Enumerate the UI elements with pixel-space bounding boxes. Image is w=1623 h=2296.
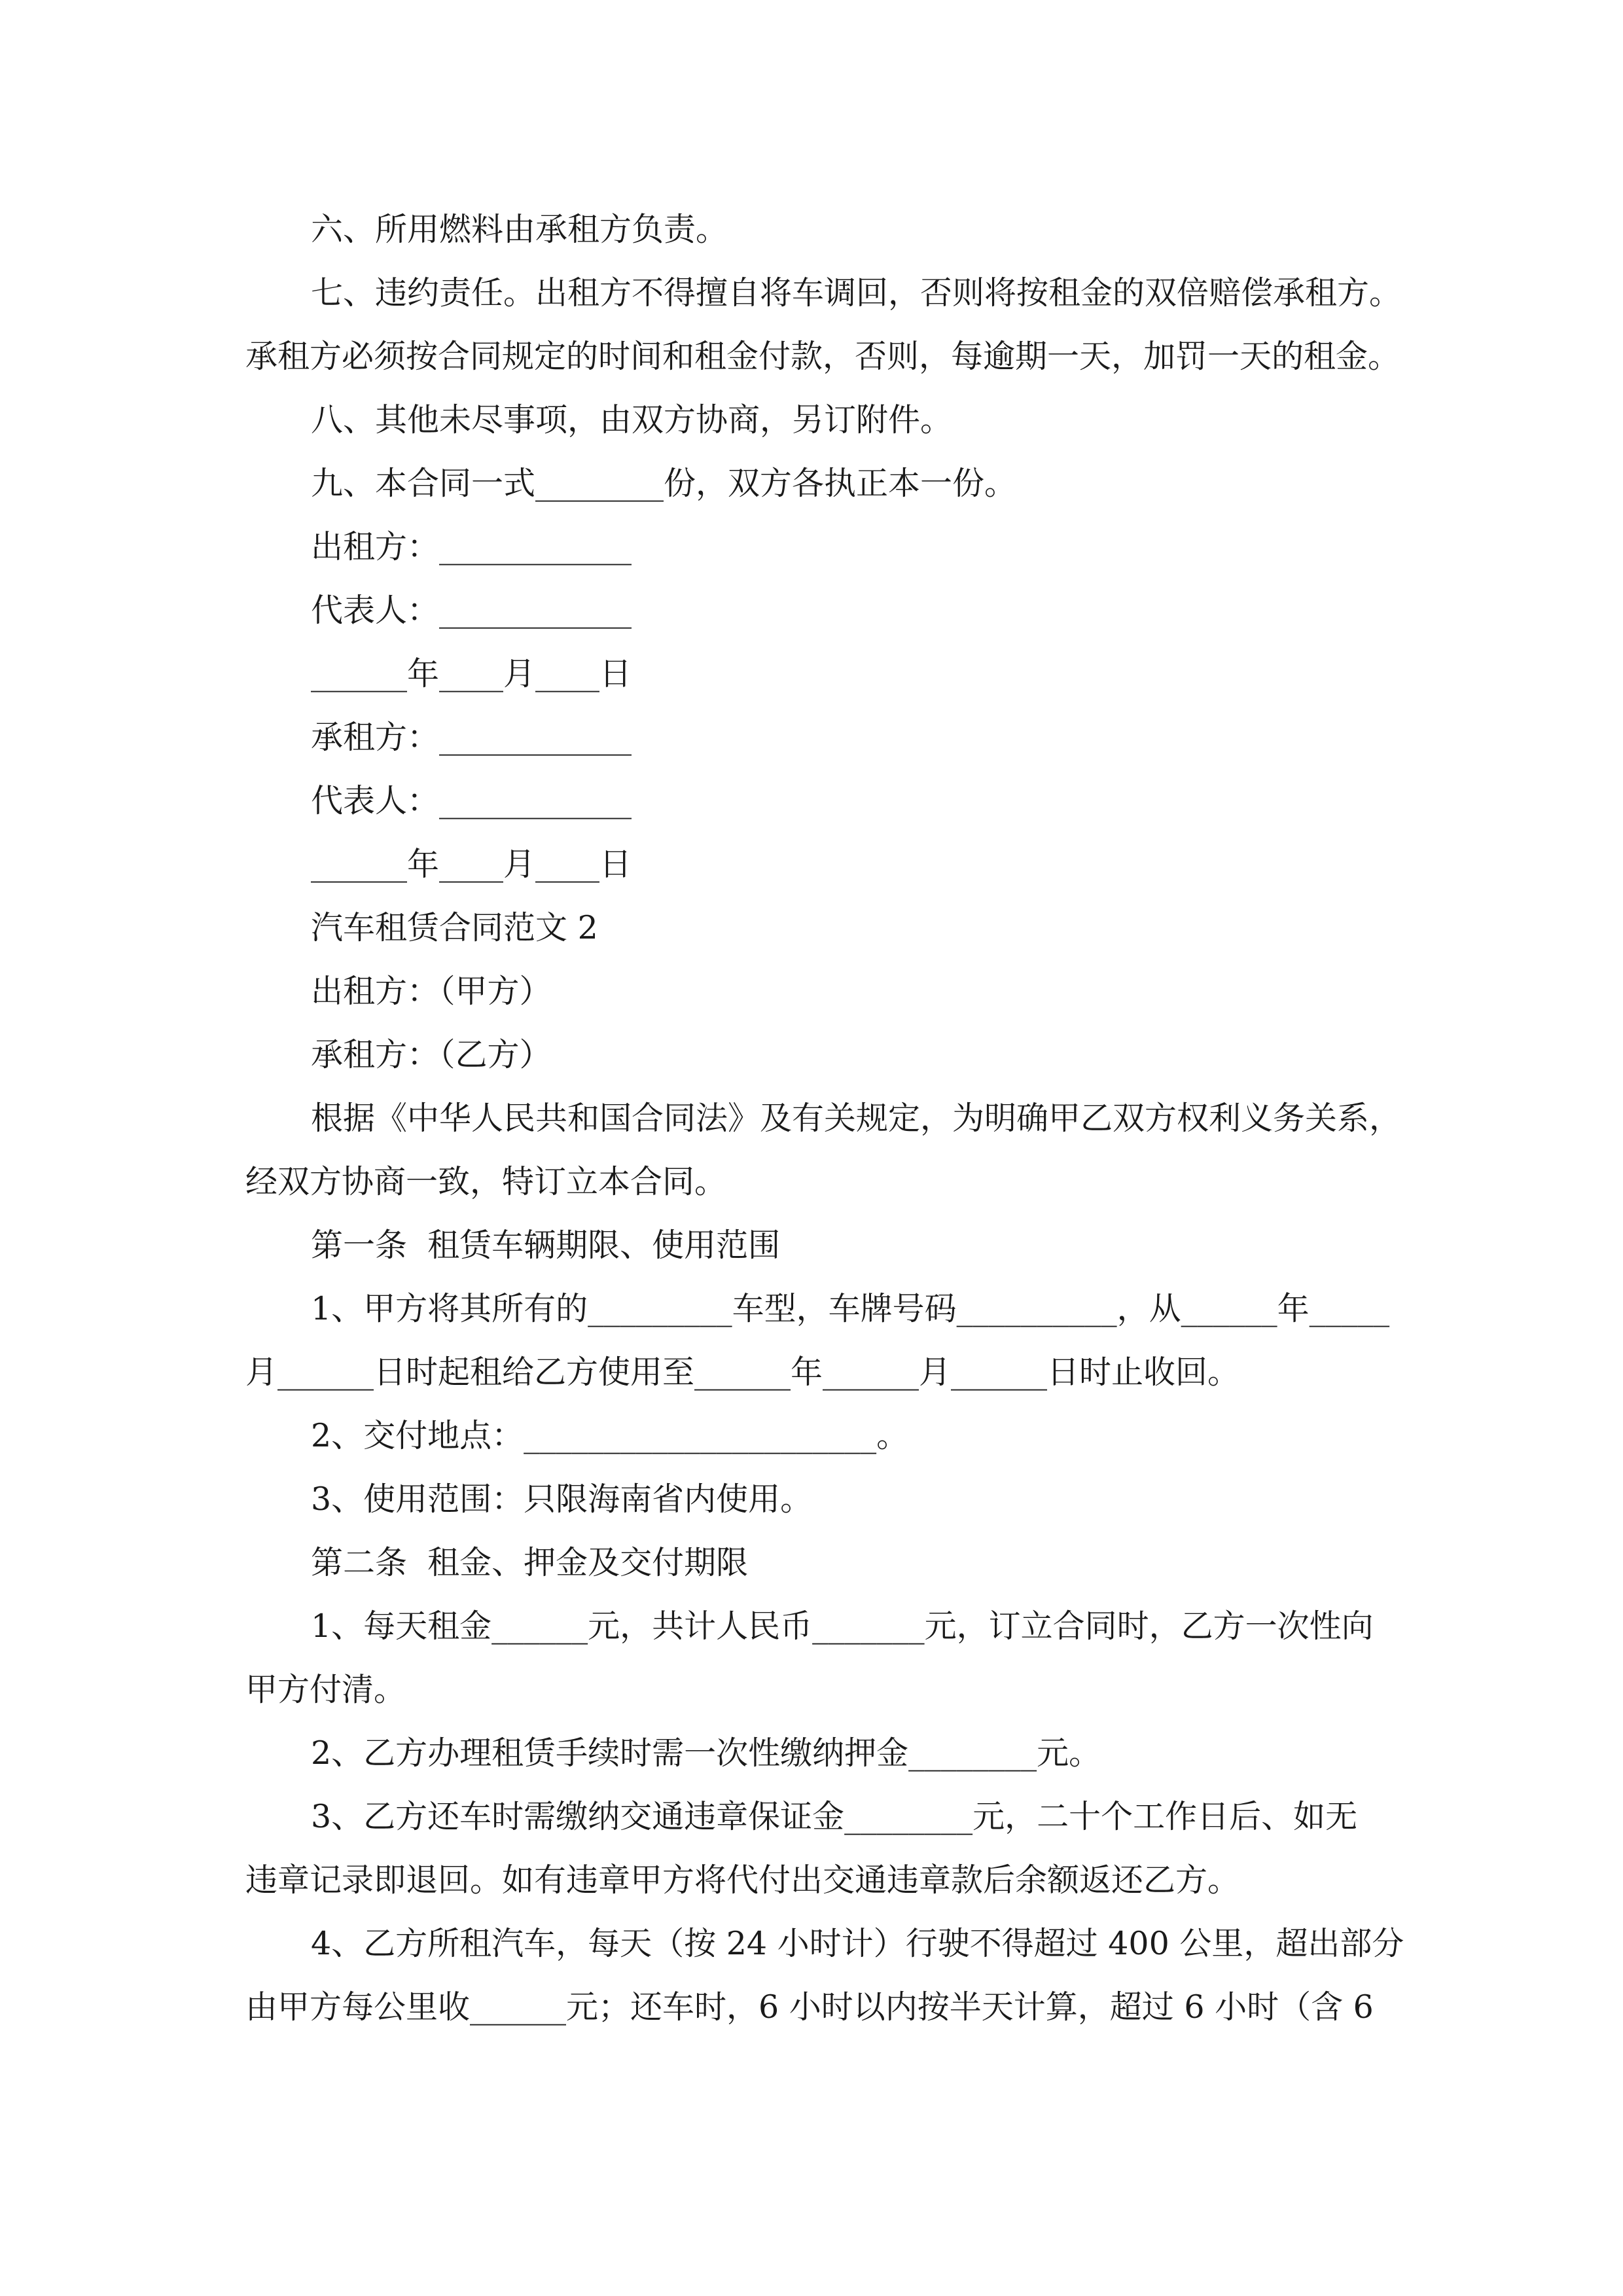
article-2-item-3-line-2: 违章记录即退回。如有违章甲方将代付出交通违章款后余额返还乙方。 (245, 1861, 1240, 1899)
clause-8: 八、其他未尽事项，由双方协商，另订附件。 (311, 401, 953, 439)
article-2-item-1-line-1: 1、每天租金______元，共计人民币_______元，订立合同时，乙方一次性向 (311, 1607, 1374, 1645)
article-2-item-1-line-2: 甲方付清。 (245, 1671, 406, 1708)
clause-7-line-1: 七、违约责任。出租方不得擅自将车调回，否则将按租金的双倍赔偿承租方。 (311, 274, 1402, 312)
section-title: 汽车租赁合同范文 2 (311, 909, 598, 946)
preamble-line-2: 经双方协商一致，特订立本合同。 (245, 1163, 727, 1200)
article-1-item-3: 3、使用范围：只限海南省内使用。 (311, 1480, 813, 1518)
lessor-representative: 代表人：____________ (311, 592, 632, 629)
lessor-signature: 出租方：____________ (311, 528, 632, 565)
clause-7-line-2: 承租方必须按合同规定的时间和租金付款，否则，每逾期一天，加罚一天的租金。 (245, 338, 1400, 375)
lessee-date: ______年____月____日 (311, 846, 632, 883)
article-1-item-1-line-1: 1、甲方将其所有的_________车型，车牌号码__________，从______年_____ (311, 1290, 1390, 1327)
preamble-line-1: 根据《中华人民共和国合同法》及有关规定，为明确甲乙双方权利义务关系， (311, 1100, 1402, 1137)
party-b: 承租方：（乙方） (311, 1036, 552, 1073)
lessee-signature: 承租方：____________ (311, 719, 632, 756)
clause-9: 九、本合同一式________份，双方各执正本一份。 (311, 465, 1017, 502)
lessee-representative: 代表人：____________ (311, 782, 632, 819)
article-1-item-1-line-2: 月______日时起租给乙方使用至______年______月______日时止收回。 (245, 1354, 1240, 1391)
article-2-item-2: 2、乙方办理租赁手续时需一次性缴纳押金________元。 (311, 1734, 1101, 1772)
article-2-heading: 第二条 租金、押金及交付期限 (311, 1544, 749, 1581)
article-2-item-3-line-1: 3、乙方还车时需缴纳交通违章保证金________元，二十个工作日后、如无 (311, 1798, 1358, 1835)
article-2-item-4-line-1: 4、乙方所租汽车，每天（按 24 小时计）行驶不得超过 400 公里，超出部分 (311, 1925, 1404, 1962)
clause-6: 六、所用燃料由承租方负责。 (311, 211, 728, 248)
article-1-heading: 第一条 租赁车辆期限、使用范围 (311, 1227, 781, 1264)
lessor-date: ______年____月____日 (311, 655, 632, 692)
article-1-item-2: 2、交付地点：______________________。 (311, 1417, 909, 1454)
article-2-item-4-line-2: 由甲方每公里收______元；还车时，6 小时以内按半天计算，超过 6 小时（含 6 (245, 1988, 1374, 2026)
party-a: 出租方：（甲方） (311, 973, 552, 1010)
